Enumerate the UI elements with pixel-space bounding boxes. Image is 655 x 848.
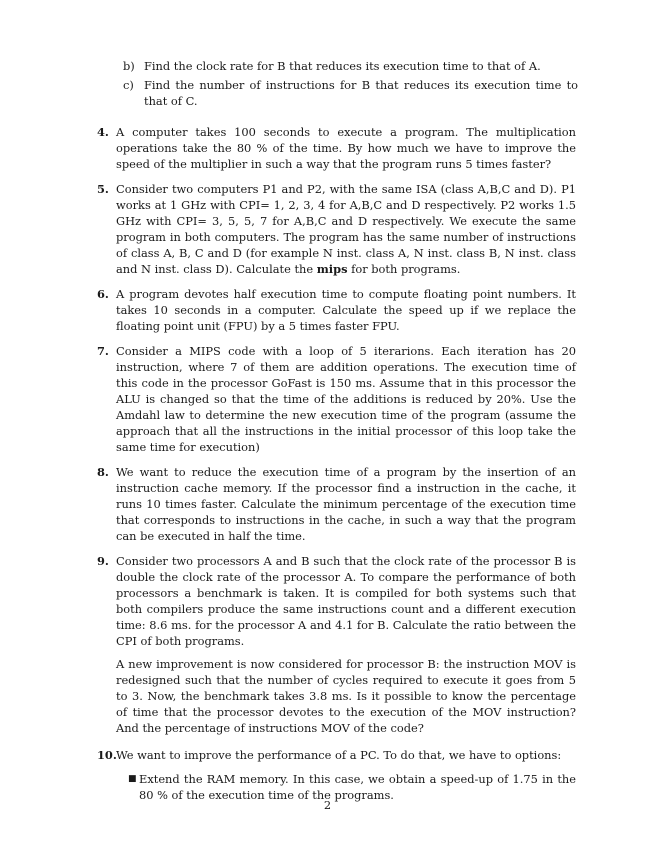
- problem-7: [0, 343, 576, 455]
- problem-number: 7.: [97, 344, 109, 358]
- problem-text-bold: mips: [316, 262, 348, 276]
- problem-text-post: for both programs.: [347, 262, 461, 276]
- problem-text: A new improvement is now considered for processor B: the instruction MOV is redesigned such that the number of cycles required to execute it goes from 5 to 3. Now, the benchmark takes 3.8 ms. Is it possible to know the percentage of time that the processor devotes to the execution of the MOV instruction? And the percentage of instructions MOV of the code?: [116, 657, 576, 735]
- subitem-c: [0, 77, 578, 109]
- subitem-text: Find the number of instructions for B that reduces its execution time to that of C.: [144, 78, 578, 108]
- problem-text: Consider a MIPS code with a loop of 5 iterarions. Each iteration has 20 instruction, where 7 of them are addition operations. The execution time of this code in the processor GoFast is 150 ms. Assume that in this processor the ALU is changed so that the time of the additions is reduced by 20%. Use the Amdahl law to determine the new execution time of the program (assume the approach that all the instructions in the initial processor of this loop take the same time for execution): [116, 344, 576, 454]
- problem-8: [0, 464, 576, 544]
- problem-text: A program devotes half execution time to compute floating point numbers. It takes 10 seconds in a computer. Calculate the speed up if we replace the floating point unit (FPU) by a 5 times faster FPU.: [116, 287, 576, 333]
- subitem-text: Find the clock rate for B that reduces its execution time to that of A.: [144, 59, 541, 73]
- problem-10: [0, 747, 576, 803]
- problem-text-pre: Consider two computers P1 and P2, with the same ISA (class A,B,C and D). P1 works at 1 GHz with CPI= 1, 2, 3, 4 for A,B,C and D respectively. P2 works 1.5 GHz with CPI= 3, 5, 5, 7 for A,B,C and D respectively. We execute the same program in both computers. The program has the same number of instructions of class A, B, C and D (for example N inst. class A, N inst. class B, N inst. class and N inst. class D). Calculate the: [116, 182, 576, 276]
- problem-9: [0, 553, 576, 736]
- problem-number: 10.: [97, 748, 117, 762]
- problem-text: [116, 181, 576, 277]
- problem-number: 8.: [97, 465, 109, 479]
- page-number: 2: [323, 798, 332, 812]
- problem-number: 4.: [97, 125, 109, 139]
- problem-text: We want to improve the performance of a PC. To do that, we have to options:: [116, 748, 562, 762]
- subitem-b: [0, 58, 578, 74]
- problem-4: [0, 124, 576, 172]
- problem-number: 6.: [97, 287, 109, 301]
- subitem-label: c): [123, 78, 134, 92]
- problem-number: 5.: [97, 182, 109, 196]
- subitem-label: b): [123, 59, 135, 73]
- problem-number: 9.: [97, 554, 109, 568]
- problem-text: Consider two processors A and B such that the clock rate of the processor B is double the clock rate of the processor A. To compare the performance of both processors a benchmark is taken. It is compiled for both systems such that both compilers produce the same instructions count and a different execution time: 8.6 ms. for the processor A and 4.1 for B. Calculate the ratio between the CPI of both programs.: [116, 554, 576, 648]
- bullet-icon: ■: [128, 774, 137, 784]
- problem-text: A computer takes 100 seconds to execute a program. The multiplication operations take the 80 % of the time. By how much we have to improve the speed of the multiplier in such a way that the program runs 5 times faster?: [116, 125, 576, 171]
- problem-text: We want to reduce the execution time of a program by the insertion of an instruction cache memory. If the processor find a instruction in the cache, it runs 10 times faster. Calculate the minimum percentage of the execution time that corresponds to instructions in the cache, in such a way that the program can be executed in half the time.: [116, 465, 576, 543]
- bullet-text: Extend the RAM memory. In this case, we obtain a speed-up of 1.75 in the 80 % of the execution time of the programs.: [139, 772, 576, 802]
- problem-5: [0, 181, 576, 277]
- problem-6: [0, 286, 576, 334]
